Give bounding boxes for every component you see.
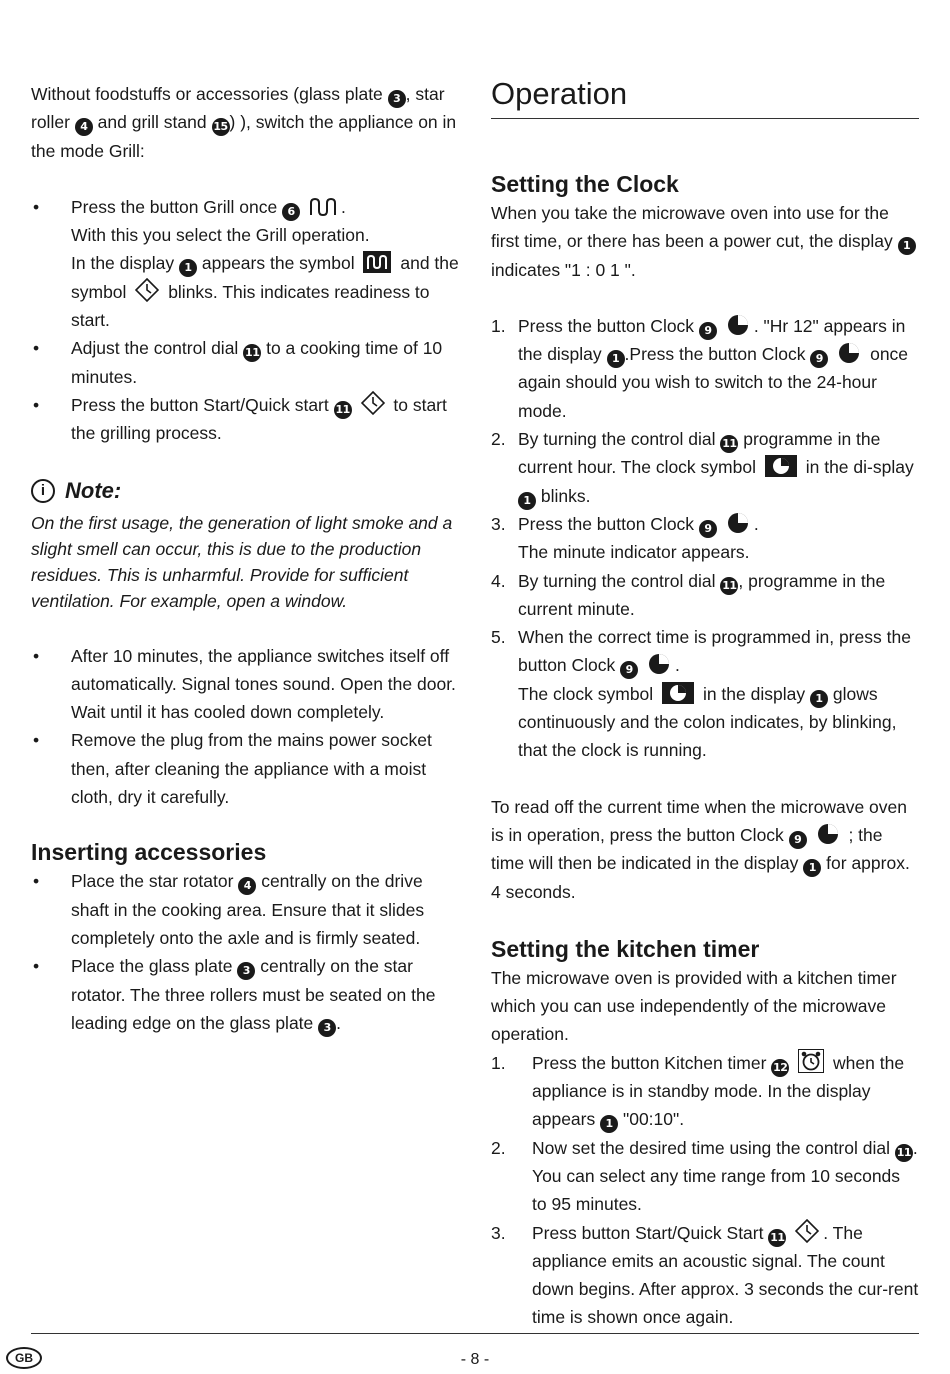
list-item: 3. Press the button Clock 9 . The minute indicator appears.	[491, 513, 759, 563]
left-column	[31, 80, 459, 1037]
ref-badge-3: 3	[318, 1019, 336, 1037]
clock-symbol-icon	[647, 653, 671, 675]
page-title: Operation	[491, 74, 919, 119]
ref-badge-9: 9	[789, 831, 807, 849]
grill-intro-paragraph: Without foodstuffs or accessories (glass plate 3 , star roller 4 and grill stand 15 ) ), switch the appliance on in the mode Grill:	[31, 84, 457, 161]
section-heading-timer: Setting the kitchen timer	[491, 935, 760, 962]
right-column	[491, 76, 919, 1332]
ref-badge-1: 1	[518, 492, 536, 510]
ref-badge-1: 1	[607, 350, 625, 368]
ref-badge-11: 11	[720, 435, 738, 453]
list-item: • After 10 minutes, the appliance switches itself off automatically. Signal tones sound. Open the door. Wait until it has cooled down completely.	[33, 645, 456, 723]
list-item: 3. Press button Start/Quick Start 11 . The appliance emits an acoustic signal. The count down begins. After approx. 3 seconds the cur-rent time is shown once again.	[491, 1219, 919, 1332]
list-item: 5. When the correct time is programmed in, press the button Clock 9 . The clock symbol in the display 1 glows continuously and the colon indicates, by blinking, that the clock is running.	[491, 627, 911, 761]
note-box	[31, 476, 459, 614]
clock-symbol-icon	[816, 823, 840, 845]
timer-intro-paragraph: The microwave oven is provided with a kitchen timer which you can use independently of the microwave operation.	[491, 967, 897, 1045]
ref-badge-3: 3	[388, 90, 406, 108]
start-symbol-icon	[135, 278, 159, 302]
kitchen-timer-icon	[798, 1049, 824, 1073]
language-badge: GB	[6, 1347, 42, 1369]
clock-symbol-icon	[726, 314, 750, 336]
clock-symbol-icon	[726, 512, 750, 534]
list-item: • Adjust the control dial 11 to a cooking time of 10 minutes.	[33, 338, 443, 387]
list-item: • Remove the plug from the mains power socket then, after cleaning the appliance with a moist cloth, dry it carefully.	[33, 730, 432, 808]
ref-badge-4: 4	[238, 877, 256, 895]
start-symbol-icon	[795, 1219, 819, 1243]
grill-symbol-icon	[309, 197, 337, 217]
clock-display-icon	[662, 682, 694, 704]
info-icon: i	[31, 479, 55, 503]
ref-badge-15: 15	[212, 118, 230, 136]
page-number: - 8 -	[460, 1351, 490, 1368]
list-item: 2. Now set the desired time using the control dial 11 . You can select any time range from 10 seconds to 95 minutes.	[491, 1137, 918, 1215]
list-item: • Press the button Start/Quick start 11 to start the grilling process.	[31, 391, 459, 448]
ref-badge-9: 9	[699, 322, 717, 340]
list-item: • Place the star rotator 4 centrally on the drive shaft in the cooking area. Ensure that it slides completely onto the axle and is firmly seated.	[33, 871, 425, 948]
list-item: • Place the glass plate 3 centrally on the star rotator. The three rollers must be seated on the leading edge on the glass plate 3 .	[31, 952, 459, 1037]
clock-symbol-icon	[837, 342, 861, 364]
clock-display-icon	[765, 455, 797, 477]
ref-badge-3: 3	[237, 962, 255, 980]
clock-intro-paragraph: When you take the microwave oven into use for the first time, or there has been a power cut, the display 1 indicates "1 : 0 1 ".	[491, 199, 919, 284]
ref-badge-11: 11	[895, 1144, 913, 1162]
ref-badge-1: 1	[803, 859, 821, 877]
ref-badge-4: 4	[75, 118, 93, 136]
ref-badge-1: 1	[600, 1115, 618, 1133]
ref-badge-9: 9	[620, 661, 638, 679]
ref-badge-1: 1	[810, 690, 828, 708]
start-symbol-icon	[361, 391, 385, 415]
list-item: 1. Press the button Clock 9 . "Hr 12" appears in the display 1 .Press the button Clock 9 once again should you wish to switch to the 24-hour mode.	[491, 315, 909, 421]
grill-display-icon	[363, 251, 391, 273]
section-heading-accessories: Inserting accessories	[31, 839, 267, 866]
ref-badge-11: 11	[768, 1229, 786, 1247]
note-heading: Note:	[65, 477, 122, 503]
ref-badge-1: 1	[898, 237, 916, 255]
ref-badge-9: 9	[699, 520, 717, 538]
list-item: 1. Press the button Kitchen timer 12 when the appliance is in standby mode. In the display appears 1 "00:10".	[491, 1049, 919, 1134]
ref-badge-9: 9	[810, 350, 828, 368]
ref-badge-11: 11	[720, 577, 738, 595]
section-heading-clock: Setting the Clock	[491, 171, 679, 197]
list-item: • Press the button Grill once 6 . With this you select the Grill operation. In the display 1 appears the symbol and the symbol blinks. This indicates readiness to start.	[33, 196, 459, 331]
footer-divider	[31, 1333, 919, 1334]
list-item: 2. By turning the control dial 11 programme in the current hour. The clock symbol in the di-splay 1 blinks.	[491, 425, 919, 510]
ref-badge-12: 12	[771, 1059, 789, 1077]
ref-badge-11: 11	[243, 344, 261, 362]
read-time-paragraph: To read off the current time when the microwave oven is in operation, press the button Clock 9 ; the time will then be indicated in the display 1 for approx. 4 seconds.	[491, 796, 910, 902]
ref-badge-11: 11	[334, 401, 352, 419]
note-text: On the first usage, the generation of light smoke and a slight smell can occur, this is due to the production residues. This is unharmful. Provide for sufficient ventilation. For example, open a window.	[31, 512, 453, 611]
list-item: 4. By turning the control dial 11 , programme in the current minute.	[491, 570, 886, 619]
ref-badge-1: 1	[179, 259, 197, 277]
ref-badge-6: 6	[282, 203, 300, 221]
